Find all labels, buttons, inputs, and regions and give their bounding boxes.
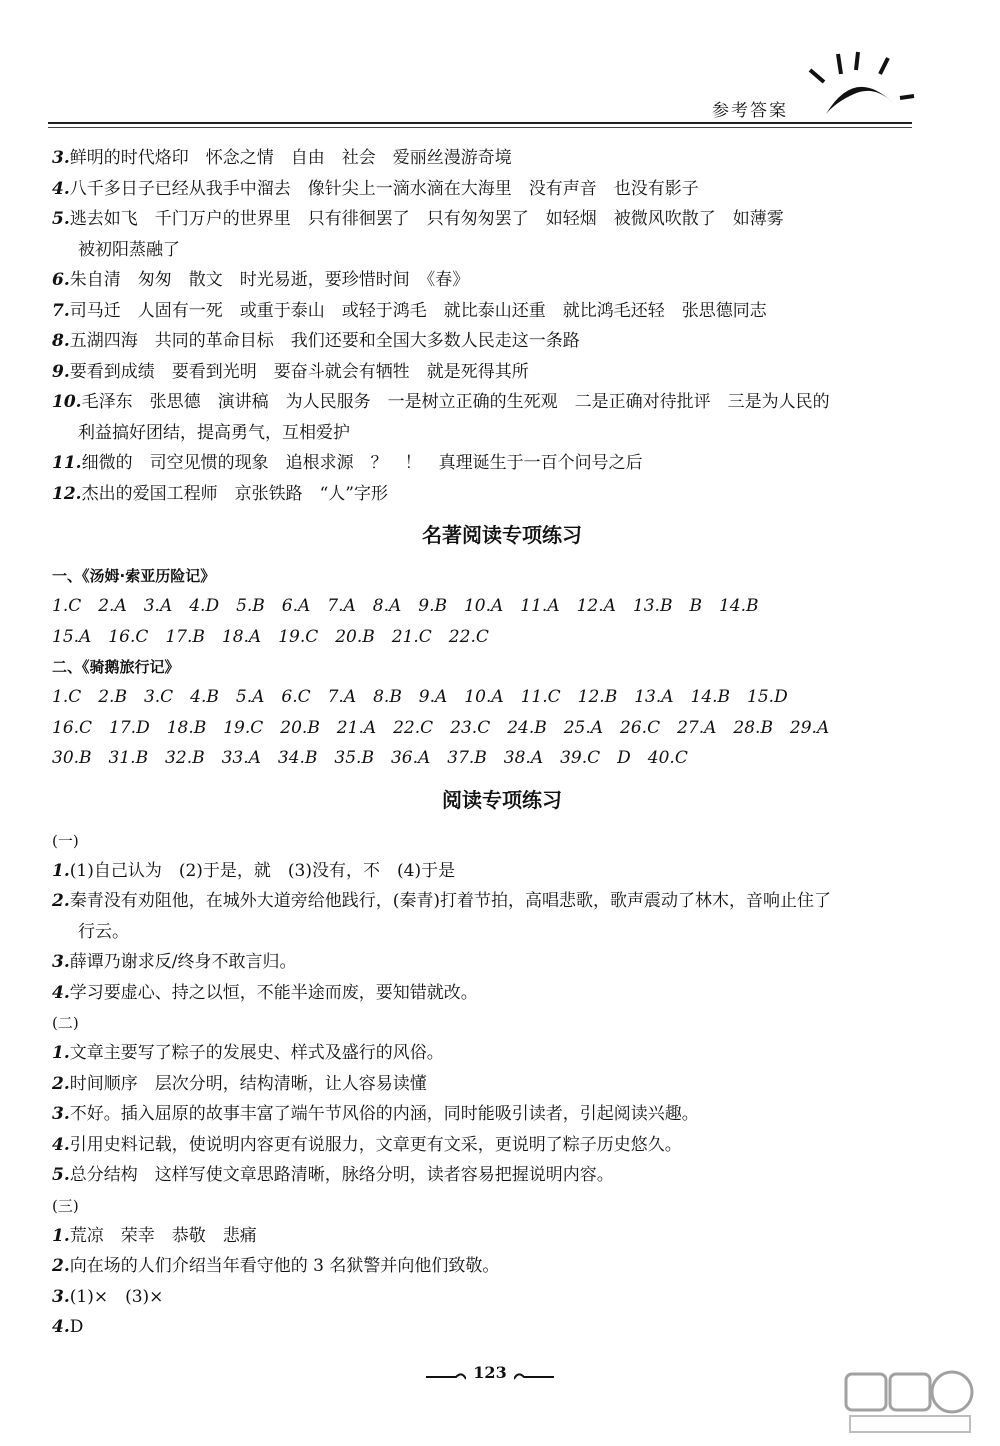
section-title: 阅读专项练习 bbox=[442, 787, 562, 812]
number-dot: . bbox=[63, 1134, 70, 1155]
answer-number: 2 bbox=[52, 1073, 64, 1094]
number-dot: . bbox=[63, 331, 70, 351]
answer-text: (1)× (3)× bbox=[69, 1286, 164, 1307]
number-dot: . bbox=[63, 178, 70, 199]
answer-number: 7 bbox=[52, 300, 64, 321]
answer-number: 3 bbox=[52, 148, 64, 168]
answer-line bbox=[52, 1221, 952, 1252]
answer-text: 毛泽东 张思德 演讲稿 为人民服务 一是树立正确的生死观 二是正确对待批评 三是为人民的 bbox=[81, 392, 830, 412]
page-number: 123 bbox=[473, 1363, 507, 1382]
answer-text: 朱自清 匆匆 散文 时光易逝，要珍惜时间 《春》 bbox=[69, 270, 470, 290]
answer-number: 9 bbox=[52, 361, 64, 382]
choice-answers-line: 15.A 16.C 17.B 18.A 19.C 20.B 21.C 22.C bbox=[52, 626, 489, 647]
answer-number: 5 bbox=[52, 209, 64, 229]
page-footer bbox=[420, 1363, 560, 1382]
number-dot: . bbox=[63, 148, 70, 168]
answer-line bbox=[52, 418, 952, 449]
number-dot: . bbox=[63, 1043, 70, 1063]
answer-text: D bbox=[69, 1317, 84, 1337]
number-dot: . bbox=[63, 1256, 70, 1276]
answer-line bbox=[52, 326, 952, 357]
answer-number: 10 bbox=[52, 392, 76, 412]
answer-text: 逃去如飞 千门万户的世界里 只有徘徊罢了 只有匆匆罢了 如轻烟 被微风吹散了 如薄雾 bbox=[69, 209, 784, 229]
answer-number: 4 bbox=[52, 1134, 64, 1155]
answer-line bbox=[52, 1251, 952, 1282]
group-label: (二) bbox=[52, 1014, 79, 1032]
answer-text: 细微的 司空见惯的现象 追根求源 ？ ！ 真理诞生于一百个问号之后 bbox=[81, 453, 643, 473]
section-title: 名著阅读专项练习 bbox=[422, 523, 582, 547]
answer-line bbox=[52, 886, 952, 917]
answer-content bbox=[52, 143, 952, 1343]
answer-line bbox=[52, 265, 952, 296]
choice-answers-line: 16.C 17.D 18.B 19.C 20.B 21.A 22.C 23.C 24.B 25.A 26.C 27.A 28.B 29.A bbox=[52, 717, 830, 738]
answer-text: 八千多日子已经从我手中溜去 像针尖上一滴水滴在大海里 没有声音 也没有影子 bbox=[69, 178, 699, 199]
answer-text: 学习要虚心、持之以恒，不能半途而废，要知错就改。 bbox=[69, 982, 478, 1003]
answer-line bbox=[52, 1069, 952, 1100]
sun-logo bbox=[796, 44, 916, 124]
answer-text: 杰出的爱国工程师 京张铁路 “人”字形 bbox=[81, 483, 388, 504]
header-rule-thin bbox=[48, 127, 912, 128]
header-rule bbox=[48, 122, 912, 124]
answer-line bbox=[52, 387, 952, 418]
answer-text: 秦青没有劝阻他，在城外大道旁给他践行，(秦青)打着节拍，高唱悲歌，歌声震动了林木，音响止住了 bbox=[69, 891, 832, 911]
answer-text: 向在场的人们介绍当年看守他的 3 名狱警并向他们致敬。 bbox=[69, 1256, 500, 1276]
number-dot: . bbox=[63, 1104, 70, 1124]
number-dot: . bbox=[63, 1286, 70, 1307]
answer-line bbox=[52, 1130, 952, 1161]
subsection-heading: 一、《汤姆·索亚历险记》 bbox=[52, 567, 216, 585]
answer-line bbox=[52, 143, 952, 174]
answer-line bbox=[52, 1312, 952, 1343]
number-dot: . bbox=[63, 891, 70, 911]
group-label: (一) bbox=[52, 831, 79, 850]
answer-line bbox=[52, 448, 952, 479]
answer-line bbox=[52, 296, 952, 327]
answer-line bbox=[52, 1038, 952, 1069]
answer-text: 五湖四海 共同的革命目标 我们还要和全国大多数人民走这一条路 bbox=[69, 331, 580, 351]
number-dot: . bbox=[63, 361, 70, 382]
number-dot: . bbox=[75, 392, 82, 412]
choice-answers-line: 30.B 31.B 32.B 33.A 34.B 35.B 36.A 37.B 38.A 39.C D 40.C bbox=[52, 748, 688, 768]
answer-line bbox=[52, 479, 952, 510]
answer-line bbox=[52, 856, 952, 887]
answer-number: 4 bbox=[52, 178, 64, 199]
answer-line bbox=[52, 1160, 952, 1191]
number-dot: . bbox=[63, 1073, 70, 1094]
answer-text: 司马迁 人固有一死 或重于泰山 或轻于鸿毛 就比泰山还重 就比鸿毛还轻 张思德同志 bbox=[69, 300, 767, 321]
answer-number: 3 bbox=[52, 952, 64, 972]
answer-text: 总分结构 这样写使文章思路清晰，脉络分明，读者容易把握说明内容。 bbox=[69, 1165, 614, 1185]
number-dot: . bbox=[63, 1165, 70, 1185]
answer-number: 2 bbox=[52, 1256, 64, 1276]
answer-text: (1)自己认为 (2)于是，就 (3)没有，不 (4)于是 bbox=[69, 860, 456, 881]
subsection-heading: 二、《骑鹅旅行记》 bbox=[52, 658, 180, 676]
answer-number: 5 bbox=[52, 1165, 64, 1185]
answer-number: 3 bbox=[52, 1286, 64, 1307]
choice-answers-line: 1.C 2.B 3.C 4.B 5.A 6.C 7.A 8.B 9.A 10.A 11.C 12.B 13.A 14.B 15.D bbox=[52, 687, 788, 707]
number-dot: . bbox=[75, 453, 82, 473]
answer-line bbox=[52, 978, 952, 1009]
answer-line bbox=[52, 204, 952, 235]
answer-line bbox=[52, 174, 952, 205]
answer-line bbox=[52, 357, 952, 388]
answer-text: 鲜明的时代烙印 怀念之情 自由 社会 爱丽丝漫游奇境 bbox=[69, 148, 512, 168]
answer-text: 行云。 bbox=[78, 921, 129, 942]
answer-text: 时间顺序 层次分明，结构清晰，让人容易读懂 bbox=[69, 1073, 427, 1094]
answer-number: 3 bbox=[52, 1104, 64, 1124]
answer-number: 4 bbox=[52, 1317, 64, 1337]
answer-text: 不好。插入屈原的故事丰富了端午节风俗的内涵，同时能吸引读者，引起阅读兴趣。 bbox=[69, 1104, 699, 1124]
answer-number: 6 bbox=[52, 270, 64, 290]
answer-text: 要看到成绩 要看到光明 要奋斗就会有牺牲 就是死得其所 bbox=[69, 361, 529, 382]
footer-ornament-right-icon bbox=[514, 1369, 554, 1383]
answer-number: 1 bbox=[52, 1225, 64, 1246]
watermark-logo bbox=[840, 1368, 980, 1438]
answer-number: 2 bbox=[52, 891, 64, 911]
answer-line bbox=[52, 947, 952, 978]
answer-number: 11 bbox=[52, 453, 76, 473]
choice-answers-line: 1.C 2.A 3.A 4.D 5.B 6.A 7.A 8.A 9.B 10.A 11.A 12.A 13.B B 14.B bbox=[52, 596, 759, 616]
answer-line bbox=[52, 1282, 952, 1313]
number-dot: . bbox=[63, 982, 70, 1003]
answer-text: 文章主要写了粽子的发展史、样式及盛行的风俗。 bbox=[69, 1043, 444, 1063]
number-dot: . bbox=[63, 1317, 70, 1337]
answer-line bbox=[52, 917, 952, 948]
answer-line bbox=[52, 1099, 952, 1130]
answer-number: 1 bbox=[52, 860, 64, 881]
answer-text: 引用史料记载，使说明内容更有说服力，文章更有文采，更说明了粽子历史悠久。 bbox=[69, 1134, 682, 1155]
number-dot: . bbox=[63, 270, 70, 290]
number-dot: . bbox=[63, 300, 70, 321]
header-label: 参考答案 bbox=[712, 101, 788, 121]
footer-ornament-left-icon bbox=[426, 1369, 466, 1383]
number-dot: . bbox=[63, 952, 70, 972]
answer-line bbox=[52, 235, 952, 266]
answer-number: 8 bbox=[52, 331, 64, 351]
group-label: (三) bbox=[52, 1196, 79, 1215]
answer-text: 薛谭乃谢求反/终身不敢言归。 bbox=[69, 952, 297, 972]
answer-number: 12 bbox=[52, 483, 76, 504]
answer-text: 被初阳蒸融了 bbox=[78, 239, 180, 260]
number-dot: . bbox=[63, 860, 70, 881]
number-dot: . bbox=[63, 1225, 70, 1246]
answer-text: 利益搞好团结，提高勇气，互相爱护 bbox=[78, 422, 350, 443]
number-dot: . bbox=[63, 209, 70, 229]
number-dot: . bbox=[75, 483, 82, 504]
answer-number: 4 bbox=[52, 982, 64, 1003]
answer-number: 1 bbox=[52, 1043, 64, 1063]
answer-text: 荒凉 荣幸 恭敬 悲痛 bbox=[69, 1225, 257, 1246]
